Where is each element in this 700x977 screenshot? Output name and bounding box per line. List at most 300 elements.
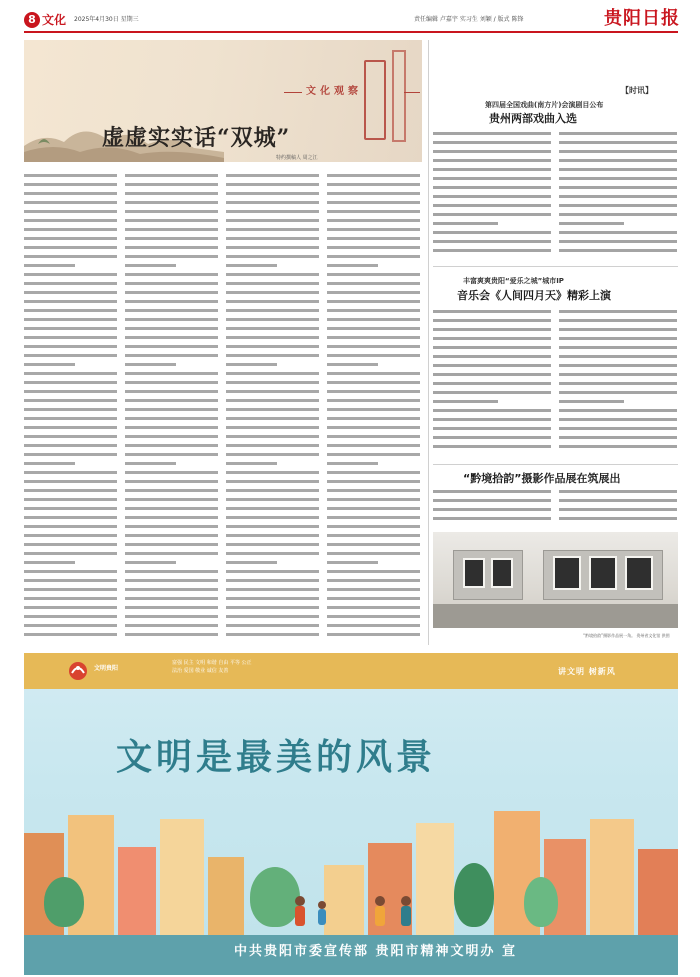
tree: [524, 877, 558, 927]
text-line: [24, 336, 117, 339]
text-line: [327, 345, 420, 348]
text-line: [125, 408, 218, 411]
text-line: [433, 490, 551, 493]
text-line: [226, 624, 319, 627]
text-line: [24, 606, 117, 609]
text-line: [125, 579, 218, 582]
text-line: [226, 489, 319, 492]
text-line: [327, 282, 420, 285]
text-line: [559, 337, 677, 340]
text-line: [226, 228, 319, 231]
text-line: [226, 219, 319, 222]
text-line: [433, 355, 551, 358]
text-line: [125, 480, 218, 483]
pillar-decoration: [364, 60, 386, 140]
text-line: [559, 150, 677, 153]
text-line: [24, 597, 117, 600]
text-line: [125, 498, 218, 501]
text-line: [226, 426, 319, 429]
article-body: [559, 310, 677, 460]
text-line: [226, 534, 319, 537]
text-line: [433, 346, 551, 349]
article-body: [433, 490, 551, 528]
photo-frame: [625, 556, 653, 590]
article-kicker: 第四届全国戏曲(南方片)会演剧目公布: [485, 101, 604, 109]
text-line: [559, 168, 677, 171]
text-line: [327, 588, 420, 591]
text-line: [327, 507, 420, 510]
text-line: [24, 219, 117, 222]
text-line: [559, 204, 677, 207]
text-line: [559, 490, 677, 493]
text-line: [327, 183, 420, 186]
text-line: [433, 231, 551, 234]
text-line: [125, 489, 218, 492]
text-line: [226, 444, 319, 447]
page-number-badge: 8: [24, 12, 40, 28]
body-column: [327, 174, 420, 642]
text-line: [125, 444, 218, 447]
text-line: [559, 213, 677, 216]
text-line: [559, 328, 677, 331]
banner-footer: 中共贵阳市委宣传部 贵阳市精神文明办 宣: [234, 944, 518, 959]
text-line: [24, 291, 117, 294]
text-line: [24, 498, 117, 501]
text-line: [24, 210, 117, 213]
text-line: [125, 453, 218, 456]
article-body: [559, 490, 677, 528]
text-line: [327, 624, 420, 627]
text-line: [24, 516, 117, 519]
text-line: [226, 237, 319, 240]
text-line: [24, 174, 117, 177]
text-line: [125, 615, 218, 618]
text-line: [327, 579, 420, 582]
feature-byline: 特约撰稿人 周之江: [276, 155, 318, 161]
tree: [44, 877, 84, 927]
section-name: 文化: [42, 13, 67, 27]
text-line: [433, 328, 551, 331]
text-line: [433, 445, 551, 448]
civility-banner: [24, 653, 678, 975]
text-line: [559, 409, 677, 412]
photo-frame: [589, 556, 617, 590]
text-line: [24, 318, 117, 321]
text-line: [559, 249, 677, 252]
text-line: [24, 399, 117, 402]
text-line: [24, 561, 75, 564]
text-line: [559, 319, 677, 322]
building: [208, 857, 244, 939]
newspaper-logo: 贵阳日报: [604, 8, 680, 29]
text-line: [559, 240, 677, 243]
text-line: [559, 231, 677, 234]
text-line: [24, 354, 117, 357]
building: [160, 819, 204, 939]
text-line: [226, 192, 319, 195]
text-line: [327, 174, 420, 177]
text-line: [559, 445, 677, 448]
text-line: [125, 534, 218, 537]
text-line: [559, 373, 677, 376]
editors-line: 责任编辑 卢嘉宇 实习生 刘颖 / 版式 陈锋: [414, 16, 524, 23]
text-line: [327, 246, 420, 249]
text-line: [327, 615, 420, 618]
text-line: [125, 246, 218, 249]
text-line: [125, 426, 218, 429]
text-line: [559, 186, 677, 189]
text-line: [559, 195, 677, 198]
text-line: [226, 435, 319, 438]
header-rule: [24, 31, 678, 33]
text-line: [327, 228, 420, 231]
column-tag: 文化观察: [306, 86, 362, 97]
text-line: [226, 552, 319, 555]
family-illustration: [260, 891, 450, 931]
text-line: [327, 327, 420, 330]
text-line: [327, 561, 378, 564]
issue-date: 2025年4月30日 星期三: [74, 16, 139, 23]
text-line: [433, 337, 551, 340]
text-line: [327, 426, 420, 429]
text-line: [24, 390, 117, 393]
text-line: [327, 570, 420, 573]
text-line: [327, 462, 378, 465]
photo-caption: “黔境拾韵”摄影作品展一角。 贵州省文化馆 供图: [583, 633, 670, 638]
text-line: [226, 183, 319, 186]
text-line: [327, 435, 420, 438]
text-line: [226, 480, 319, 483]
text-line: [226, 291, 319, 294]
text-line: [327, 597, 420, 600]
text-line: [433, 213, 551, 216]
text-line: [226, 381, 319, 384]
text-line: [226, 570, 319, 573]
article-divider: [433, 266, 678, 267]
article-body: [433, 310, 551, 460]
text-line: [559, 310, 677, 313]
text-line: [327, 192, 420, 195]
text-line: [433, 382, 551, 385]
text-line: [226, 174, 319, 177]
text-line: [125, 417, 218, 420]
article-title: 贵州两部戏曲入选: [489, 112, 577, 125]
text-line: [226, 390, 319, 393]
body-column: [24, 174, 117, 642]
text-line: [433, 517, 551, 520]
body-column: [226, 174, 319, 642]
core-values: 富强 民主 文明 和谐 自由 平等 公正 法治 爱国 敬业 诚信 友善: [172, 660, 252, 674]
text-line: [327, 516, 420, 519]
text-line: [327, 237, 420, 240]
text-line: [24, 201, 117, 204]
text-line: [125, 624, 218, 627]
text-line: [125, 354, 218, 357]
text-line: [327, 471, 420, 474]
text-line: [125, 471, 218, 474]
text-line: [433, 427, 551, 430]
text-line: [226, 543, 319, 546]
text-line: [24, 327, 117, 330]
text-line: [24, 273, 117, 276]
article-body: [559, 132, 677, 258]
text-line: [226, 354, 319, 357]
text-line: [226, 579, 319, 582]
text-line: [125, 327, 218, 330]
text-line: [125, 516, 218, 519]
text-line: [24, 570, 117, 573]
text-line: [226, 363, 277, 366]
text-line: [433, 508, 551, 511]
text-line: [24, 462, 75, 465]
text-line: [226, 210, 319, 213]
text-line: [226, 399, 319, 402]
text-line: [433, 222, 498, 225]
text-line: [433, 319, 551, 322]
text-line: [433, 195, 551, 198]
text-line: [125, 345, 218, 348]
text-line: [559, 391, 677, 394]
text-line: [327, 372, 420, 375]
column-tag-rule: [404, 92, 420, 93]
text-line: [327, 453, 420, 456]
tree: [454, 863, 494, 927]
text-line: [125, 318, 218, 321]
text-line: [226, 318, 319, 321]
building: [590, 819, 634, 939]
text-line: [433, 249, 551, 252]
text-line: [24, 552, 117, 555]
text-line: [327, 264, 378, 267]
text-line: [226, 498, 319, 501]
text-line: [559, 364, 677, 367]
text-line: [433, 409, 551, 412]
article-kicker: 丰富爽爽贵阳“爱乐之城”城市IP: [463, 277, 564, 285]
text-line: [559, 222, 624, 225]
text-line: [559, 141, 677, 144]
text-line: [327, 444, 420, 447]
text-line: [125, 273, 218, 276]
text-line: [24, 624, 117, 627]
text-line: [24, 372, 117, 375]
text-line: [226, 471, 319, 474]
text-line: [327, 354, 420, 357]
news-sidebar: [433, 40, 678, 645]
text-line: [125, 399, 218, 402]
text-line: [327, 498, 420, 501]
building: [638, 849, 678, 939]
text-line: [226, 561, 277, 564]
text-line: [125, 210, 218, 213]
text-line: [24, 237, 117, 240]
text-line: [559, 517, 677, 520]
exhibition-photo: [433, 532, 678, 628]
text-line: [327, 408, 420, 411]
text-line: [24, 534, 117, 537]
text-line: [24, 543, 117, 546]
text-line: [327, 273, 420, 276]
text-line: [24, 363, 75, 366]
gallery-floor: [433, 604, 678, 628]
photo-frame: [491, 558, 513, 588]
feature-body: [24, 174, 422, 642]
text-line: [226, 507, 319, 510]
text-line: [226, 336, 319, 339]
photo-frame: [553, 556, 581, 590]
text-line: [559, 177, 677, 180]
banner-title: 文明是最美的风景: [116, 736, 437, 778]
text-line: [226, 264, 277, 267]
text-line: [327, 363, 378, 366]
text-line: [226, 300, 319, 303]
text-line: [125, 381, 218, 384]
text-line: [125, 174, 218, 177]
text-line: [226, 309, 319, 312]
text-line: [327, 309, 420, 312]
text-line: [125, 606, 218, 609]
text-line: [433, 240, 551, 243]
text-line: [125, 561, 176, 564]
text-line: [433, 373, 551, 376]
text-line: [327, 219, 420, 222]
text-line: [226, 246, 319, 249]
text-line: [433, 150, 551, 153]
text-line: [226, 201, 319, 204]
feature-headline: 虚虚实实话“双城”: [102, 125, 291, 151]
feature-banner: [24, 40, 422, 162]
text-line: [559, 499, 677, 502]
news-tag: 【时讯】: [621, 86, 653, 95]
text-line: [226, 282, 319, 285]
text-line: [24, 246, 117, 249]
text-line: [433, 400, 498, 403]
text-line: [24, 282, 117, 285]
text-line: [433, 168, 551, 171]
article-body: [433, 132, 551, 258]
text-line: [327, 201, 420, 204]
text-line: [226, 327, 319, 330]
text-line: [125, 201, 218, 204]
text-line: [559, 382, 677, 385]
text-line: [125, 525, 218, 528]
text-line: [24, 453, 117, 456]
text-line: [125, 462, 176, 465]
pillar-decoration: [392, 50, 406, 142]
text-line: [24, 309, 117, 312]
text-line: [226, 372, 319, 375]
text-line: [125, 192, 218, 195]
text-line: [24, 426, 117, 429]
text-line: [327, 300, 420, 303]
text-line: [125, 237, 218, 240]
column-tag-rule: [284, 92, 302, 93]
text-line: [433, 391, 551, 394]
text-line: [327, 390, 420, 393]
text-line: [433, 418, 551, 421]
text-line: [125, 552, 218, 555]
text-line: [125, 372, 218, 375]
text-line: [433, 159, 551, 162]
text-line: [24, 579, 117, 582]
text-line: [327, 255, 420, 258]
text-line: [24, 435, 117, 438]
text-line: [433, 436, 551, 439]
text-line: [125, 282, 218, 285]
text-line: [226, 408, 319, 411]
text-line: [24, 228, 117, 231]
text-line: [24, 264, 75, 267]
text-line: [226, 345, 319, 348]
text-line: [125, 390, 218, 393]
text-line: [125, 543, 218, 546]
text-line: [24, 480, 117, 483]
text-line: [559, 400, 624, 403]
text-line: [327, 489, 420, 492]
text-line: [327, 291, 420, 294]
feature-article: [24, 40, 422, 645]
civility-logo-text: 文明贵阳: [94, 665, 119, 672]
text-line: [327, 534, 420, 537]
text-line: [226, 462, 277, 465]
body-column: [125, 174, 218, 642]
article-title: 音乐会《人间四月天》精彩上演: [457, 289, 611, 302]
text-line: [226, 525, 319, 528]
text-line: [559, 346, 677, 349]
text-line: [24, 444, 117, 447]
text-line: [433, 204, 551, 207]
text-line: [327, 606, 420, 609]
article-divider: [433, 464, 678, 465]
text-line: [226, 606, 319, 609]
text-line: [226, 597, 319, 600]
text-line: [125, 255, 218, 258]
text-line: [226, 273, 319, 276]
text-line: [559, 418, 677, 421]
photo-frame: [463, 558, 485, 588]
text-line: [226, 615, 319, 618]
text-line: [433, 499, 551, 502]
text-line: [226, 453, 319, 456]
text-line: [125, 183, 218, 186]
text-line: [24, 408, 117, 411]
text-line: [24, 615, 117, 618]
text-line: [433, 364, 551, 367]
text-line: [559, 159, 677, 162]
building: [118, 847, 156, 939]
text-line: [559, 427, 677, 430]
text-line: [327, 210, 420, 213]
text-line: [24, 417, 117, 420]
text-line: [327, 552, 420, 555]
text-line: [24, 471, 117, 474]
text-line: [327, 336, 420, 339]
text-line: [24, 255, 117, 258]
text-line: [327, 525, 420, 528]
text-line: [125, 507, 218, 510]
text-line: [226, 516, 319, 519]
banner-slogan: 讲文明 树新风: [558, 667, 616, 676]
text-line: [327, 633, 420, 636]
text-line: [226, 255, 319, 258]
text-line: [327, 381, 420, 384]
text-line: [327, 543, 420, 546]
text-line: [433, 177, 551, 180]
text-line: [24, 507, 117, 510]
text-line: [433, 186, 551, 189]
text-line: [559, 508, 677, 511]
text-line: [327, 318, 420, 321]
text-line: [125, 309, 218, 312]
